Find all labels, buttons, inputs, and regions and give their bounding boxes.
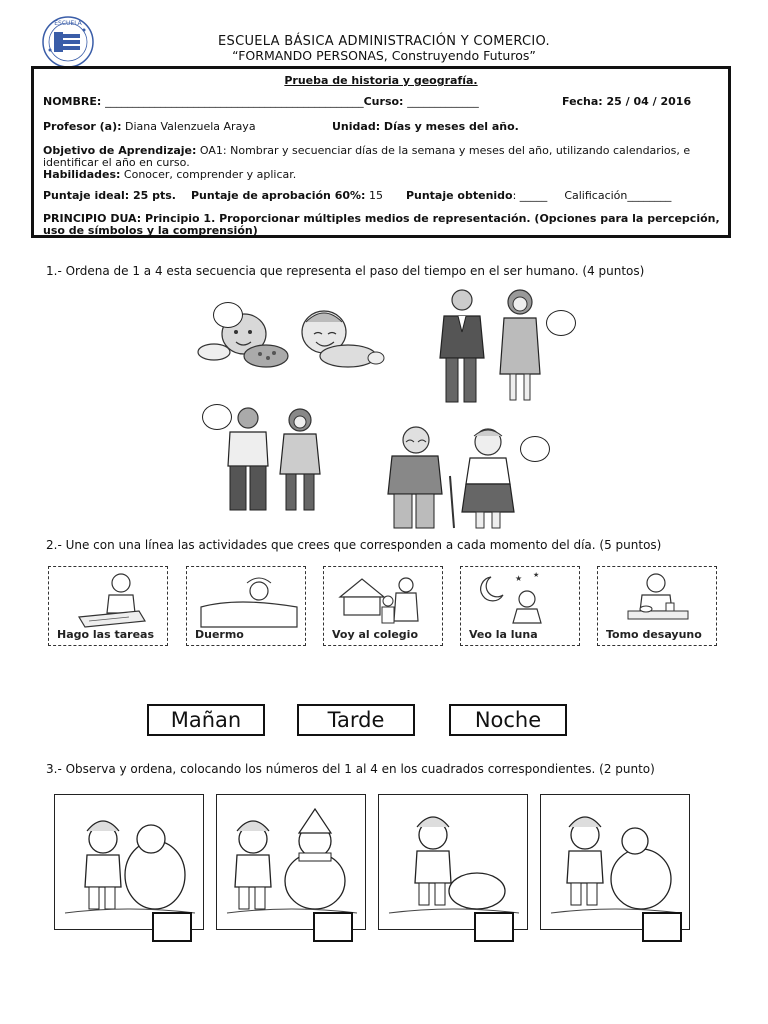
time-of-day-morning[interactable]: Mañan <box>147 704 265 736</box>
elderly-illustration <box>376 424 524 532</box>
nombre-blank[interactable]: _______________________________________________ <box>105 95 364 108</box>
children-illustration <box>220 404 330 516</box>
puntaje-obtenido-value[interactable]: : _____ <box>512 189 548 202</box>
svg-text:★: ★ <box>533 571 540 579</box>
time-of-day-afternoon[interactable]: Tarde <box>297 704 415 736</box>
order-box-2[interactable] <box>313 912 353 942</box>
puntaje-row <box>43 189 671 202</box>
objetivo-line2: identificar el año en curso. <box>43 156 190 169</box>
answer-circle-adults[interactable] <box>546 310 576 336</box>
question-2: 2.- Une con una línea las actividades que crees que corresponden a cada momento del día. (5 puntos) <box>46 538 662 552</box>
activity-card-breakfast <box>597 566 717 646</box>
question-3: 3.- Observa y ordena, colocando los números del 1 al 4 en los cuadrados correspondientes. (2 punto) <box>46 762 655 776</box>
activity-label: Duermo <box>195 628 244 641</box>
question-1: 1.- Ordena de 1 a 4 esta secuencia que representa el paso del tiempo en el ser humano. (4 puntos) <box>46 264 645 278</box>
snowman-scene-2 <box>216 794 366 930</box>
puntaje-ideal: Puntaje ideal: 25 pts. <box>43 189 176 202</box>
unidad: Unidad: Días y meses del año. <box>332 120 519 133</box>
puntaje-obtenido-label: Puntaje obtenido <box>405 189 513 202</box>
activity-label: Veo la luna <box>469 628 538 641</box>
answer-circle-children[interactable] <box>202 404 232 430</box>
activity-label: Tomo desayuno <box>606 628 702 641</box>
svg-text:★: ★ <box>515 574 523 583</box>
habilidades-row <box>43 168 296 181</box>
activity-card-homework <box>48 566 168 646</box>
activity-label: Voy al colegio <box>332 628 419 641</box>
nombre-label: NOMBRE: <box>43 95 106 108</box>
logo-text: ESCUELA <box>54 20 82 27</box>
adults-illustration <box>430 286 550 408</box>
school-name: ESCUELA BÁSICA ADMINISTRACIÓN Y COMERCIO. <box>218 34 550 49</box>
exam-title: Prueba de historia y geografía. <box>284 74 478 87</box>
habilidades-value: Conocer, comprender y aplicar. <box>120 168 297 181</box>
calificacion[interactable]: Calificación________ <box>564 189 672 202</box>
activity-label: Hago las tareas <box>57 628 154 641</box>
principio-line2: uso de símbolos y la comprensión) <box>43 224 258 237</box>
snowman-scene-4 <box>540 794 690 930</box>
order-box-3[interactable] <box>474 912 514 942</box>
nombre-row <box>43 95 479 108</box>
snowman-scene-3 <box>378 794 528 930</box>
activity-card-moon <box>460 566 580 646</box>
habilidades-label: Habilidades: <box>43 168 121 181</box>
answer-circle-babies[interactable] <box>213 302 243 328</box>
principio-line1: PRINCIPIO DUA: Principio 1. Proporcionar múltiples medios de representación. (Opciones para la percepción, <box>43 212 720 225</box>
order-box-1[interactable] <box>152 912 192 942</box>
profesor-value: Diana Valenzuela Araya <box>121 120 256 133</box>
objetivo-text: OA1: Nombrar y secuenciar días de la semana y meses del año, utilizando calendarios, e <box>196 144 691 157</box>
school-motto: “FORMANDO PERSONAS, Construyendo Futuros” <box>232 48 536 63</box>
exam-info-box <box>31 66 731 238</box>
snowman-scene-1 <box>54 794 204 930</box>
activity-card-school <box>323 566 443 646</box>
profesor-row <box>43 120 256 133</box>
profesor-label: Profesor (a): <box>43 120 122 133</box>
curso-label: Curso: <box>363 95 408 108</box>
fecha: Fecha: 25 / 04 / 2016 <box>562 95 692 108</box>
time-of-day-night[interactable]: Noche <box>449 704 567 736</box>
school-logo <box>40 14 96 70</box>
order-box-4[interactable] <box>642 912 682 942</box>
answer-circle-elderly[interactable] <box>520 436 550 462</box>
puntaje-aprobacion-value: 15 <box>365 189 383 202</box>
curso-blank[interactable]: _____________ <box>407 95 479 108</box>
puntaje-aprobacion-label: Puntaje de aprobación 60%: <box>191 189 366 202</box>
objetivo-label: Objetivo de Aprendizaje: <box>43 144 197 157</box>
activity-card-sleep <box>186 566 306 646</box>
